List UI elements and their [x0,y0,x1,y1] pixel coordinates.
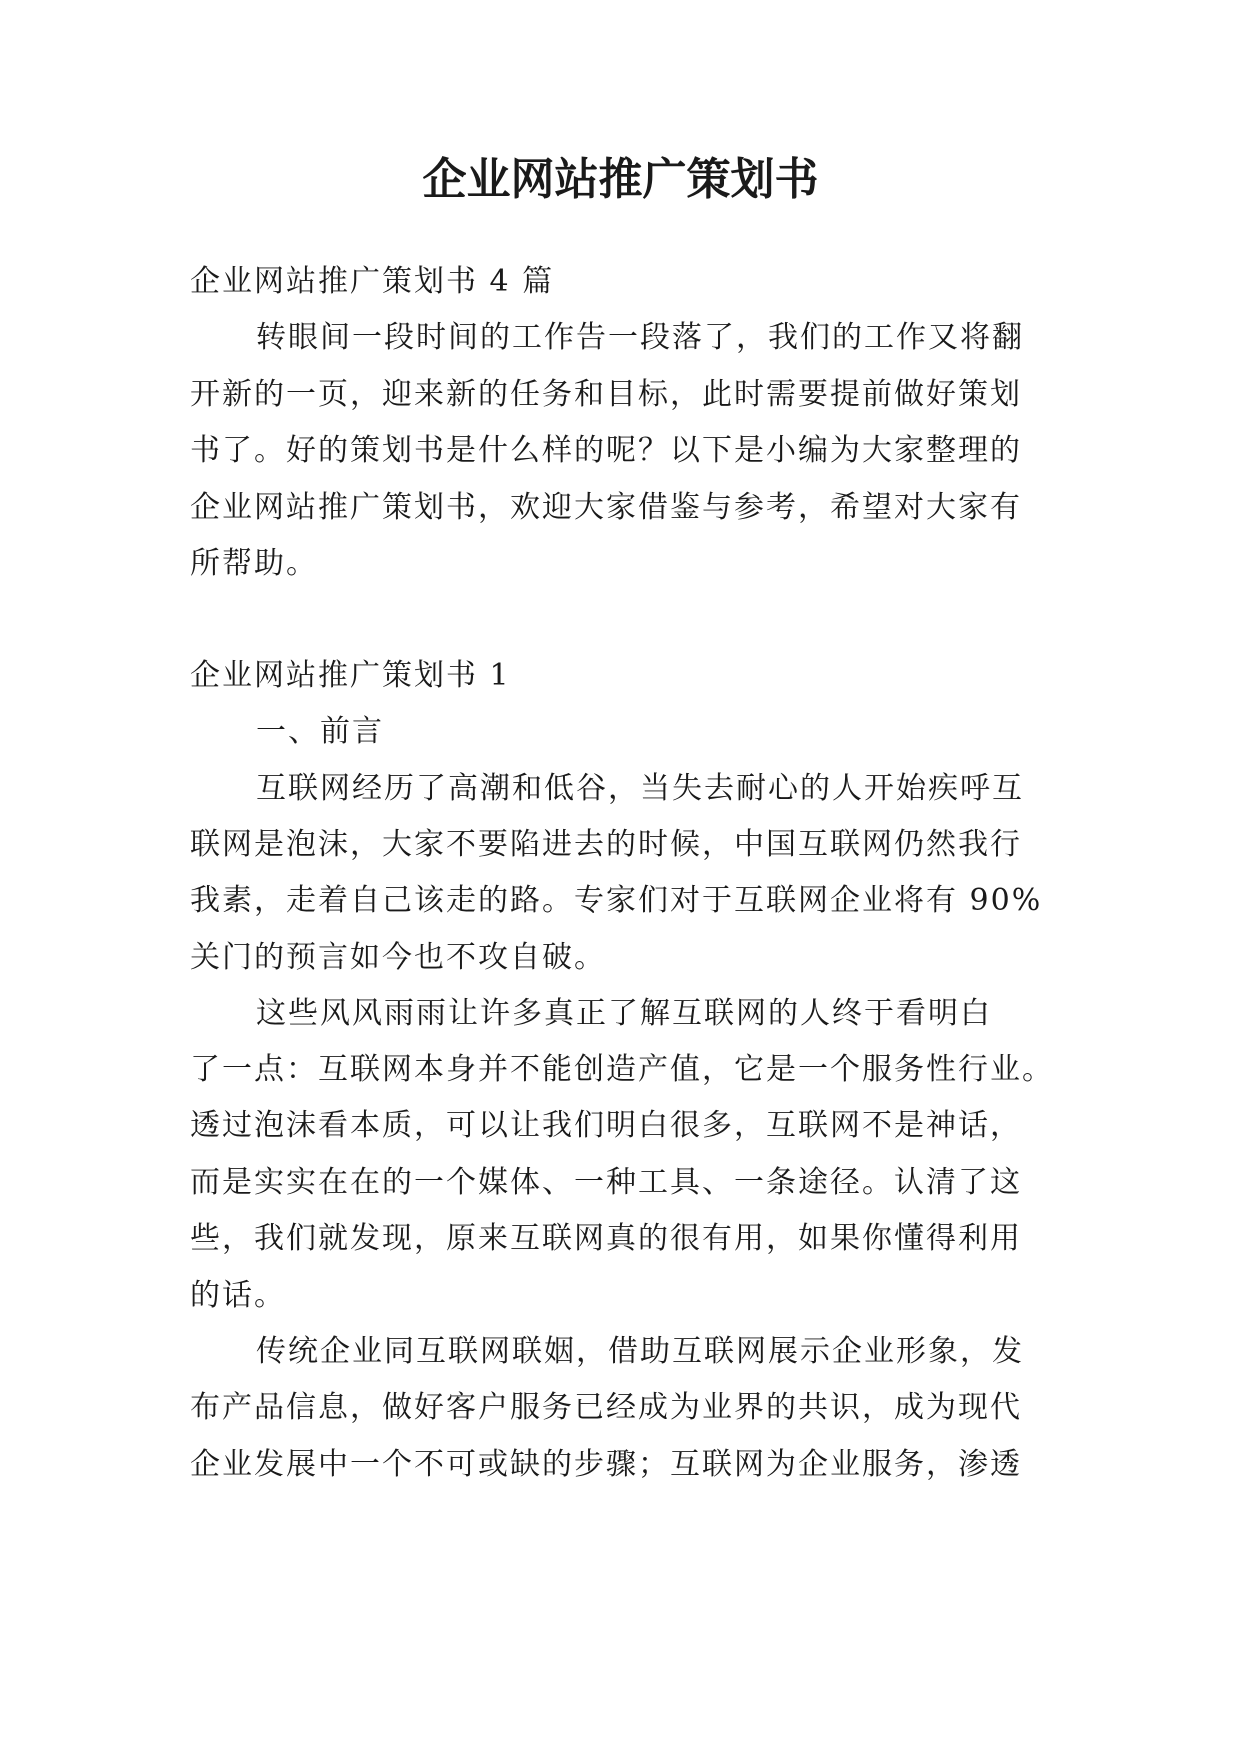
paragraph-line: 透过泡沫看本质，可以让我们明白很多，互联网不是神话， [190,1108,1022,1143]
paragraph-line: 而是实实在在的一个媒体、一种工具、一条途径。认清了这 [190,1165,1022,1200]
paragraph-line: 互联网经历了高潮和低谷，当失去耐心的人开始疾呼互 [256,771,1024,806]
paragraph-line: 这些风风雨雨让许多真正了解互联网的人终于看明白 [256,996,992,1031]
intro-line: 书了。好的策划书是什么样的呢？以下是小编为大家整理的 [190,433,1022,468]
paragraph-line: 些，我们就发现，原来互联网真的很有用，如果你懂得利用 [190,1221,1022,1256]
intro-line: 企业网站推广策划书，欢迎大家借鉴与参考，希望对大家有 [190,490,1022,525]
paragraph-line: 的话。 [190,1278,286,1313]
document-subtitle: 企业网站推广策划书 4 篇 [190,264,555,299]
paragraph-line: 我素，走着自己该走的路。专家们对于互联网企业将有 90% [190,883,1043,918]
paragraph-line: 了一点：互联网本身并不能创造产值，它是一个服务性行业。 [190,1052,1054,1087]
paragraph-line: 传统企业同互联网联姻，借助互联网展示企业形象，发 [256,1334,1024,1369]
section-heading: 企业网站推广策划书 1 [190,658,511,693]
paragraph-line: 布产品信息，做好客户服务已经成为业界的共识，成为现代 [190,1390,1022,1425]
paragraph-line: 关门的预言如今也不攻自破。 [190,940,606,975]
paragraph-line: 联网是泡沫，大家不要陷进去的时候，中国互联网仍然我行 [190,827,1022,862]
paragraph-line: 企业发展中一个不可或缺的步骤；互联网为企业服务，渗透 [190,1447,1022,1482]
section-sub-heading: 一、前言 [256,714,384,749]
intro-line: 转眼间一段时间的工作告一段落了，我们的工作又将翻 [256,320,1024,355]
document-title: 企业网站推广策划书 [422,154,819,205]
intro-line: 开新的一页，迎来新的任务和目标，此时需要提前做好策划 [190,377,1022,412]
intro-line: 所帮助。 [190,546,318,581]
